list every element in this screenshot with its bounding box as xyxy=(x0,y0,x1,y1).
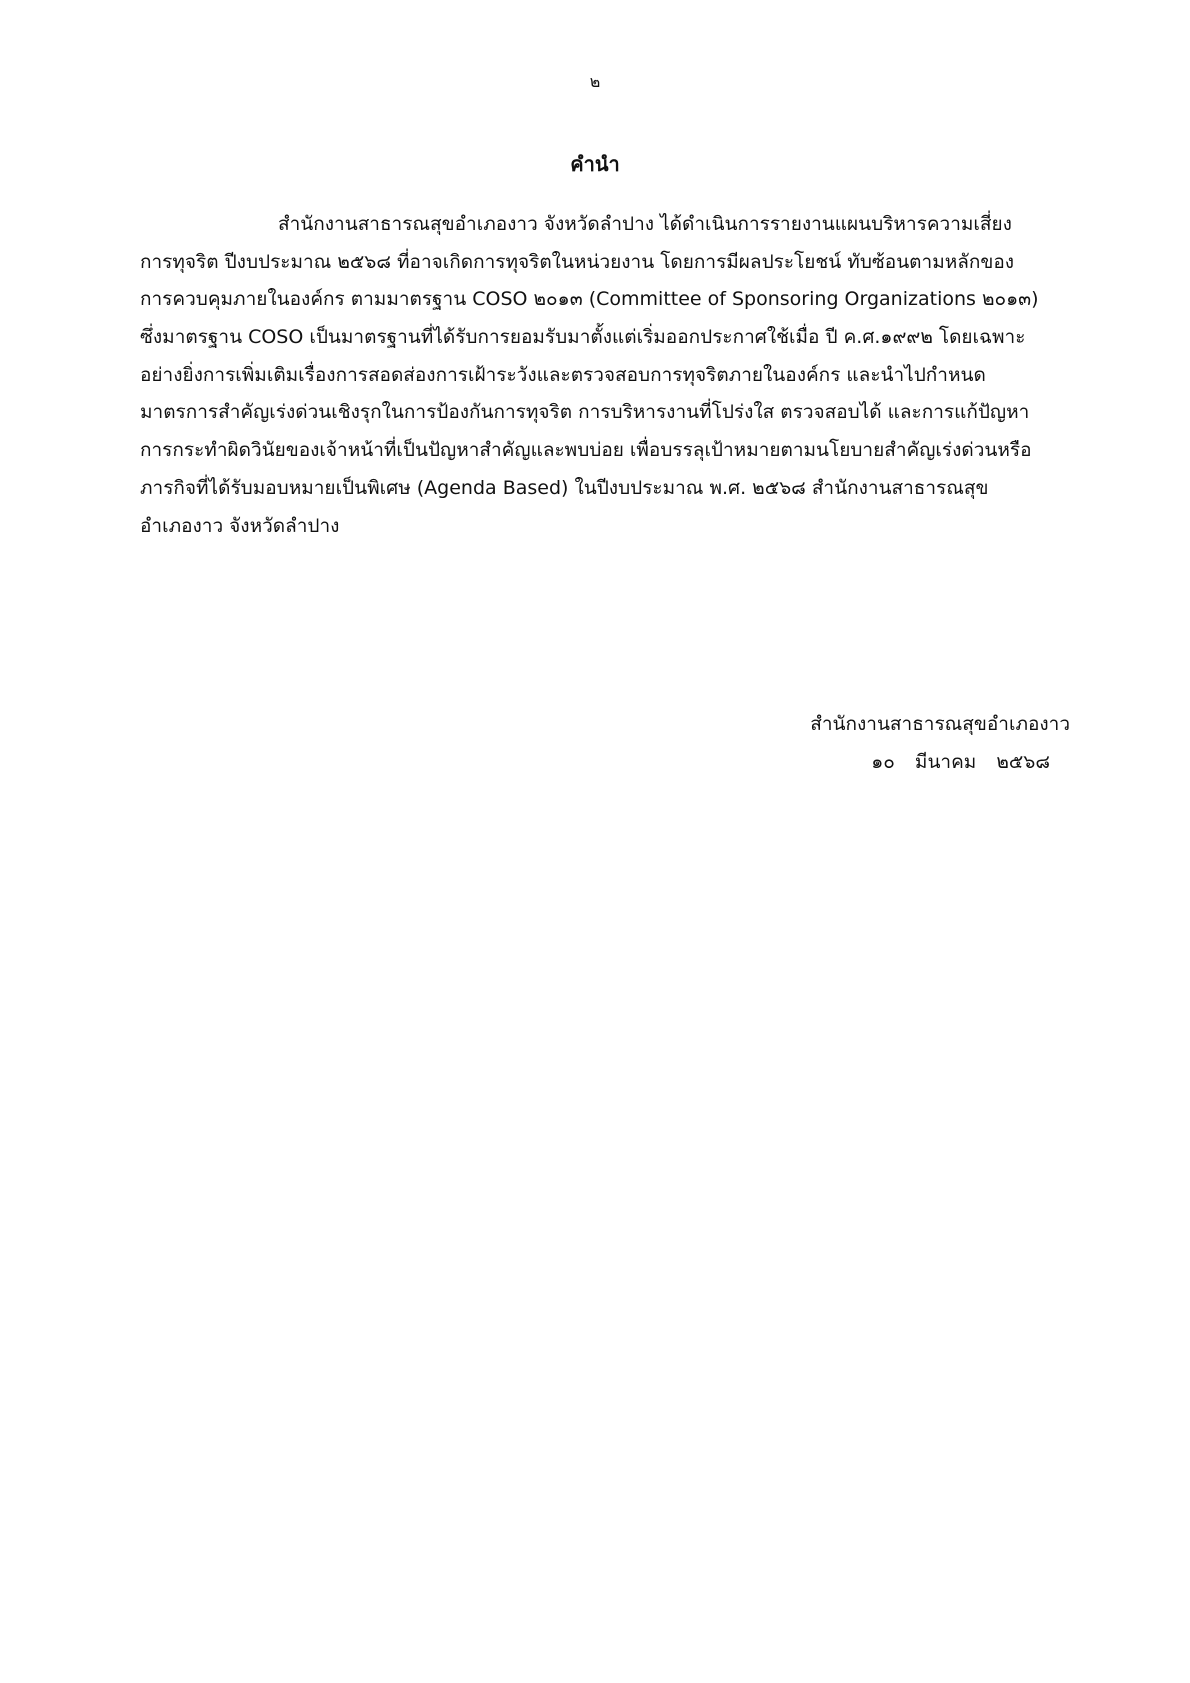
body-line: การควบคุมภายในองค์กร ตามมาตรฐาน COSO ๒๐๑๓ (Committee of Sponsoring Organizations ๒๐๑๓) xyxy=(140,288,1039,311)
preface-body xyxy=(140,206,1070,545)
body-line: ภารกิจที่ได้รับมอบหมายเป็นพิเศษ (Agenda Based) ในปีงบประมาณ พ.ศ. ๒๕๖๘ สำนักงานสาธารณสุข xyxy=(140,476,989,499)
body-line: มาตรการสำคัญเร่งด่วนเชิงรุกในการป้องกันการทุจริต การบริหารงานที่โปร่งใส ตรวจสอบได้ และการแก้ปัญหา xyxy=(140,401,1030,424)
page-number: ๒ xyxy=(589,72,601,91)
body-line: ซึ่งมาตรฐาน COSO เป็นมาตรฐานที่ได้รับการยอมรับมาตั้งแต่เริ่มออกประกาศใช้เมื่อ ปี ค.ศ.๑๙๙๒ โดยเฉพาะ xyxy=(140,326,1026,349)
body-line: การทุจริต ปีงบประมาณ ๒๕๖๘ ที่อาจเกิดการทุจริตในหน่วยงาน โดยการมีผลประโยชน์ ทับซ้อนตามหลักของ xyxy=(140,250,1015,273)
signature-date: ๑๐ มีนาคม ๒๕๖๘ xyxy=(871,751,1050,773)
body-line: อำเภองาว จังหวัดลำปาง xyxy=(140,514,340,537)
body-line: อย่างยิ่งการเพิ่มเติมเรื่องการสอดส่องการเฝ้าระวังและตรวจสอบการทุจริตภายในองค์กร และนำไปกำหนด xyxy=(140,363,986,386)
body-line: สำนักงานสาธารณสุขอำเภองาว จังหวัดลำปาง ได้ดำเนินการรายงานแผนบริหารความเสี่ยง xyxy=(278,213,1012,235)
page-title: คำนำ xyxy=(570,152,620,176)
body-line: การกระทำผิดวินัยของเจ้าหน้าที่เป็นปัญหาสำคัญและพบบ่อย เพื่อบรรลุเป้าหมายตามนโยบายสำคัญเร่งด่วนหรือ xyxy=(140,439,1032,462)
signature-block xyxy=(810,705,1070,781)
signature-organization: สำนักงานสาธารณสุขอำเภองาว xyxy=(810,713,1070,735)
